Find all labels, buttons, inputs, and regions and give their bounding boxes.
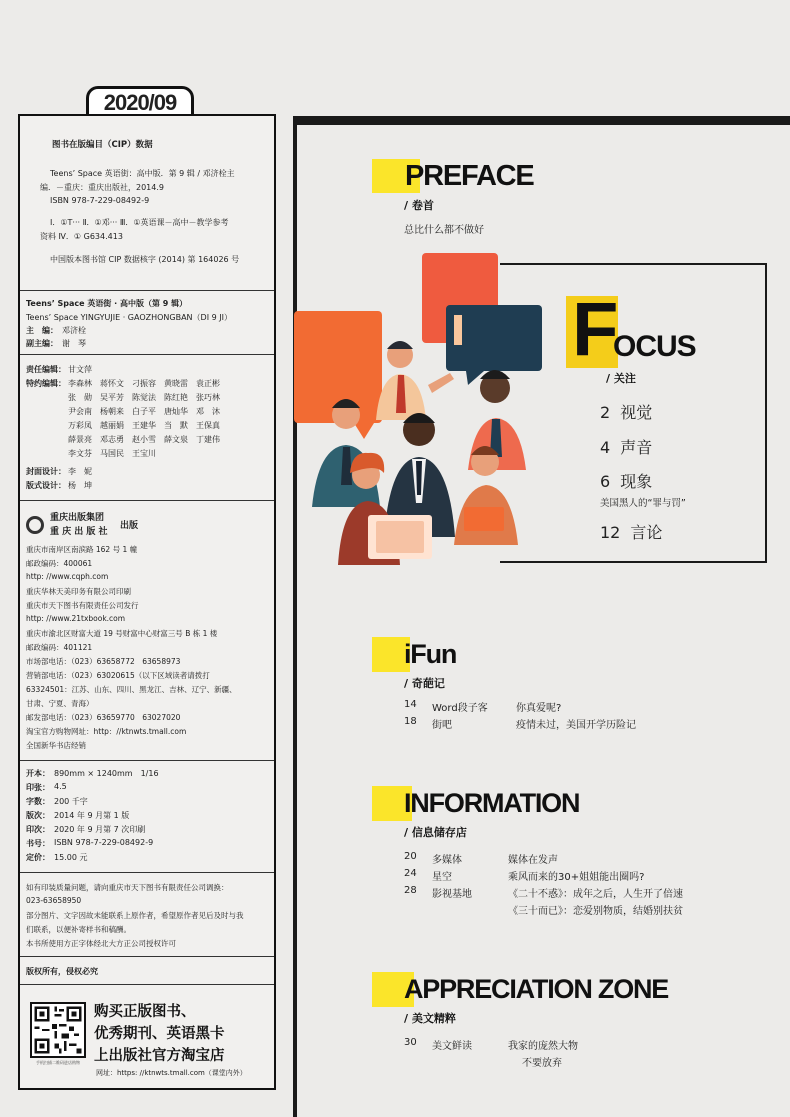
editor-name: 邓济栓 bbox=[62, 326, 86, 335]
book-title-cn: Teens’ Space 英语街 · 高中版（第 9 辑） bbox=[26, 299, 188, 308]
publisher-line: 营销部电话：（023）63020615（以下区域读者请拨打 bbox=[26, 671, 210, 680]
spec-label: 版次： bbox=[26, 811, 50, 820]
publisher-line: 重庆市渝北区财富大道 19 号财富中心财富三号 B 栋 1 楼 bbox=[26, 629, 218, 638]
promo-line: 优秀期刊、英语黑卡 bbox=[94, 1026, 225, 1042]
layout-design-label: 版式设计： bbox=[26, 481, 66, 490]
preface-subtitle: / 卷首 bbox=[404, 199, 434, 212]
toc-title[interactable]: 媒体在发声 bbox=[508, 855, 558, 866]
toc-title[interactable]: 乘风而来的30+姐姐能出圈吗? bbox=[508, 872, 645, 883]
responsible-name: 甘文萍 bbox=[68, 365, 92, 374]
publisher-house: 重 庆 出 版 社 bbox=[50, 527, 108, 537]
colophon-panel bbox=[18, 114, 276, 1090]
responsible-label: 责任编辑： bbox=[26, 365, 66, 374]
focus-item[interactable] bbox=[600, 400, 652, 423]
information-subtitle: / 信息储存店 bbox=[404, 826, 467, 839]
toc-page: 28 bbox=[404, 885, 417, 896]
publisher-line: 邮政编码：401121 bbox=[26, 643, 93, 652]
special-editors-row: 尹会南 杨朝来 白子平 唐灿华 邓 沐 bbox=[68, 407, 220, 416]
promo-line: 购买正版图书、 bbox=[94, 1004, 196, 1020]
cip-line: Teens’ Space 英语街：高中版．第 9 辑 / 邓济栓主 bbox=[50, 169, 235, 178]
publisher-line: 重庆华林天美印务有限公司印刷 bbox=[26, 587, 131, 596]
publisher-line: 全国新华书店经销 bbox=[26, 741, 86, 750]
focus-item-page: 6 bbox=[600, 472, 611, 491]
focus-title-initial: F bbox=[572, 287, 619, 372]
spec-value: 4.5 bbox=[54, 782, 67, 791]
layout-design-name: 杨 坤 bbox=[68, 481, 92, 490]
toc-category: 星空 bbox=[432, 872, 452, 883]
divider bbox=[20, 956, 274, 957]
publisher-line: 市场部电话：（023）63658772 63658973 bbox=[26, 657, 181, 666]
divider bbox=[20, 984, 274, 985]
publisher-line: 淘宝官方购物网址：http：//ktnwts.tmall.com bbox=[26, 727, 187, 736]
spec-label: 字数： bbox=[26, 797, 50, 806]
publisher-line: http: //www.cqph.com bbox=[26, 572, 109, 581]
spec-value: 2020 年 9 月第 7 次印刷 bbox=[54, 825, 146, 834]
focus-item-page: 2 bbox=[600, 403, 611, 422]
divider bbox=[20, 872, 274, 873]
cover-design-name: 李 妮 bbox=[68, 467, 92, 476]
focus-subtitle: / 关注 bbox=[606, 372, 636, 385]
toc-category: 美文鲜读 bbox=[432, 1041, 472, 1052]
focus-item[interactable] bbox=[600, 469, 652, 492]
focus-item[interactable] bbox=[600, 435, 652, 458]
special-editors-row: 李文芬 马国民 王宝川 bbox=[68, 449, 156, 458]
qr-code-icon[interactable] bbox=[30, 1002, 86, 1058]
publisher-action: 出版 bbox=[120, 521, 139, 531]
cip-line: Ⅰ．①T··· Ⅱ．①邓··· Ⅲ．①英语课－高中－教学参考 bbox=[50, 218, 229, 227]
toc-title[interactable]: 你真爱呢? bbox=[516, 703, 562, 714]
focus-item-title: 声音 bbox=[620, 438, 653, 457]
book-title-pinyin: Teens’ Space YINGYUJIE · GAOZHONGBAN（DI 9 JI） bbox=[26, 313, 232, 322]
promo-website[interactable]: 网址：https: //ktnwts.tmall.com（课堂内外） bbox=[96, 1069, 247, 1077]
toc-title[interactable]: 疫情未过，美国开学历险记 bbox=[516, 720, 636, 731]
focus-item[interactable] bbox=[600, 520, 662, 543]
special-editors-label: 特约编辑： bbox=[26, 379, 66, 388]
focus-item-page: 12 bbox=[600, 523, 621, 542]
toc-page: 14 bbox=[404, 699, 417, 710]
qr-caption: 手机扫描二维码进店购物 bbox=[36, 1060, 80, 1065]
spec-label: 印张： bbox=[26, 783, 50, 792]
deputy-label: 副主编： bbox=[26, 339, 58, 348]
information-title: INFORMATION bbox=[404, 788, 580, 818]
toc-page: 30 bbox=[404, 1037, 417, 1048]
toc-title[interactable]: 我家的庞然大物 bbox=[508, 1041, 578, 1052]
promo-line: 上出版社官方淘宝店 bbox=[94, 1048, 225, 1064]
special-editors-row: 张 勋 吴平芳 陈觉法 陈红艳 张巧林 bbox=[68, 393, 220, 402]
toc-category: 影视基地 bbox=[432, 889, 472, 900]
publisher-line: 重庆市天下图书有限责任公司发行 bbox=[26, 601, 139, 610]
publisher-line: 重庆市南岸区南滨路 162 号 1 幢 bbox=[26, 545, 138, 554]
toc-category: 街吧 bbox=[432, 720, 452, 731]
focus-item-title: 现象 bbox=[620, 472, 653, 491]
special-editors-row: 万彩凤 越丽娟 王建华 当 默 王保真 bbox=[68, 421, 220, 430]
cover-design-label: 封面设计： bbox=[26, 467, 66, 476]
spec-value: 890mm × 1240mm 1/16 bbox=[54, 769, 159, 778]
divider bbox=[20, 290, 274, 291]
focus-item-title: 视觉 bbox=[620, 403, 653, 422]
cip-line: 中国版本图书馆 CIP 数据核字 (2014) 第 164026 号 bbox=[50, 255, 240, 264]
publisher-line: 邮发部电话：（023）63659770 63027020 bbox=[26, 713, 181, 722]
ifun-subtitle: / 奇葩记 bbox=[404, 677, 445, 690]
cip-line: ISBN 978-7-229-08492-9 bbox=[50, 196, 150, 205]
focus-item-title: 言论 bbox=[630, 523, 663, 542]
spec-value: ISBN 978-7-229-08492-9 bbox=[54, 838, 154, 847]
special-editors-row: 李森林 蒋怀文 刁振容 黄晓雷 袁正彬 bbox=[68, 379, 220, 388]
notice-line: 本书所使用方正字体经北大方正公司授权许可 bbox=[26, 939, 176, 948]
deputy-name: 谢 琴 bbox=[62, 339, 86, 348]
spec-label: 开本： bbox=[26, 769, 50, 778]
toc-title[interactable]: 《三十而已》：恋爱别物质，结婚别扶贫 bbox=[508, 906, 683, 917]
publisher-line: 甘肃、宁夏、青海） bbox=[26, 699, 94, 708]
top-rule bbox=[293, 116, 790, 125]
notice-line: 023-63658950 bbox=[26, 896, 82, 905]
cip-title: 图书在版编目（CIP）数据 bbox=[52, 140, 153, 150]
spec-value: 15.00 元 bbox=[54, 853, 88, 862]
notice-line: 部分图片、文字因故未能联系上原作者，希望原作者见后及时与我 bbox=[26, 911, 244, 920]
focus-title-rest: OCUS bbox=[613, 330, 696, 363]
publisher-logo-icon bbox=[26, 516, 44, 534]
notice-line: 们联系，以便补寄样书和稿酬。 bbox=[26, 925, 131, 934]
team-illustration bbox=[288, 245, 548, 570]
toc-page: 20 bbox=[404, 851, 417, 862]
appreciation-subtitle: / 美文精粹 bbox=[404, 1012, 456, 1025]
appreciation-title: APPRECIATION ZONE bbox=[404, 974, 669, 1004]
divider bbox=[20, 500, 274, 501]
special-editors-row: 薛景亮 邓志勇 赵小雪 薛文泉 丁建伟 bbox=[68, 435, 220, 444]
toc-category: 多媒体 bbox=[432, 855, 462, 866]
spec-value: 200 千字 bbox=[54, 797, 88, 806]
toc-title[interactable]: 《二十不惑》：成年之后，人生开了倍速 bbox=[508, 889, 683, 900]
cip-line: 编．－重庆：重庆出版社，2014.9 bbox=[40, 183, 164, 192]
focus-item-note: 美国黑人的“罪与罚” bbox=[600, 498, 686, 509]
publisher-line: 63324501：江苏、山东、四川、黑龙江、吉林、辽宁、新疆、 bbox=[26, 685, 237, 694]
ifun-title: iFun bbox=[404, 639, 457, 669]
issue-tab bbox=[86, 86, 194, 116]
publisher-group: 重庆出版集团 bbox=[50, 513, 105, 523]
publisher-line: http: //www.21txbook.com bbox=[26, 614, 126, 623]
focus-item-page: 4 bbox=[600, 438, 611, 457]
toc-page: 18 bbox=[404, 716, 417, 727]
divider bbox=[20, 760, 274, 761]
spec-label: 书号： bbox=[26, 839, 50, 848]
editor-label: 主 编： bbox=[26, 326, 58, 335]
toc-title[interactable]: 不要放弃 bbox=[522, 1058, 562, 1069]
rights-statement: 版权所有，侵权必究 bbox=[26, 967, 98, 976]
toc-category: Word段子客 bbox=[432, 703, 488, 714]
issue-number: 2020/09 bbox=[103, 89, 177, 115]
focus-title-initial-box bbox=[566, 287, 619, 372]
spec-label: 定价： bbox=[26, 853, 50, 862]
preface-item[interactable]: 总比什么都不做好 bbox=[404, 225, 484, 236]
toc-page: 24 bbox=[404, 868, 417, 879]
notice-line: 如有印装质量问题，请向重庆市天下图书有限责任公司调换： bbox=[26, 883, 229, 892]
spec-label: 印次： bbox=[26, 825, 50, 834]
cip-line: 资料 Ⅳ．① G634.413 bbox=[40, 232, 123, 241]
publisher-line: 邮政编码：400061 bbox=[26, 559, 93, 568]
spec-value: 2014 年 9 月第 1 版 bbox=[54, 811, 130, 820]
preface-title: PREFACE bbox=[405, 160, 534, 192]
divider bbox=[20, 354, 274, 355]
